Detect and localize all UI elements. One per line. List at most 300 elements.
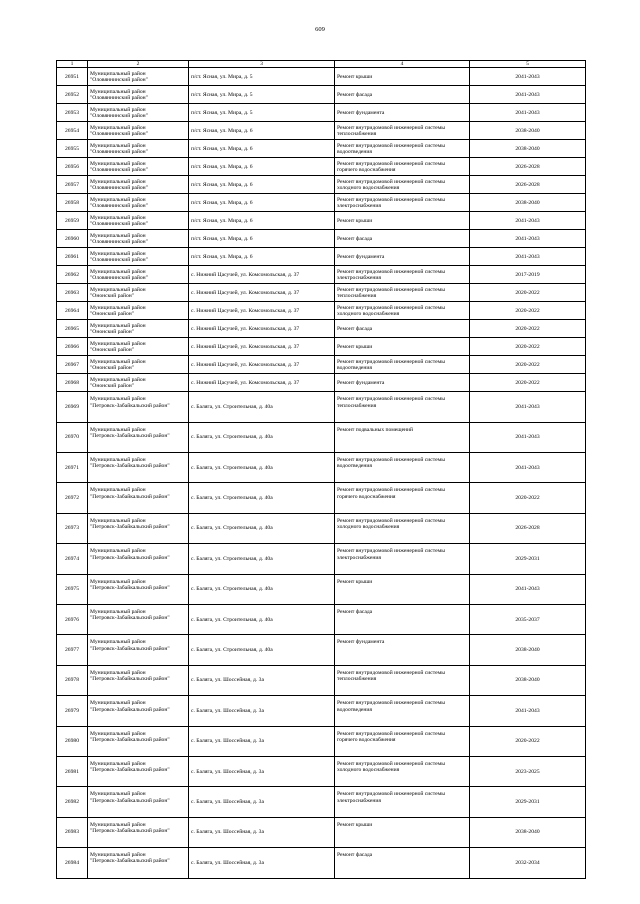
period-cell [470,320,586,338]
municipality-cell [88,302,189,320]
table-row [57,817,586,847]
cell-text: 2038-2040 [515,199,540,206]
column-header: 2 [88,61,189,68]
cell-text: Ремонт крыши [337,821,373,828]
table-row [57,320,586,338]
municipality-cell [88,605,189,635]
cell-text: Муниципальный район "Петровск-Забайкальский район" [90,669,170,683]
cell-text: с. Нижний Цасучей, ул. Комсомольская, д. 37 [191,307,300,314]
address-cell [189,266,335,284]
cell-text: с. Нижний Цасучей, ул. Комсомольская, д. 37 [191,361,300,368]
column-header: 5 [470,61,586,68]
row-number-cell [57,483,88,513]
cell-text: Муниципальный район "Оловяннинский район" [90,250,148,263]
table-row [57,248,586,266]
cell-text: Ремонт фундамента [337,253,385,260]
row-number-cell [57,513,88,543]
period-cell [470,356,586,374]
cell-text: с. Баляга, ул. Строительная, д. 40а [191,525,273,532]
work-type-cell [335,104,470,122]
cell-text: Ремонт подвальных помещений [337,426,414,433]
municipality-cell [88,817,189,847]
period-cell [470,176,586,194]
row-number-cell [57,140,88,158]
period-cell [470,483,586,513]
cell-text: Ремонт внутридомовой инженерной системы водоотведения [337,700,445,713]
work-type-cell [335,194,470,212]
row-number-cell [57,68,88,86]
period-cell [470,544,586,574]
period-cell [470,158,586,176]
address-cell [189,544,335,574]
row-number-cell [57,605,88,635]
table-row [57,104,586,122]
row-number-cell [57,422,88,452]
cell-text: 26957 [65,181,79,188]
cell-text: 2038-2040 [515,677,540,684]
period-cell [470,194,586,212]
cell-text: 26954 [65,127,79,134]
cell-text: с. Баляга, ул. Шоссейная, д. 3а [191,768,264,775]
work-type-cell [335,338,470,356]
cell-text: Ремонт фундамента [337,109,385,116]
cell-text: п/ст. Ясная, ул. Мира, д. 6 [191,253,253,260]
address-cell [189,635,335,665]
cell-text: Ремонт фундамента [337,379,385,386]
cell-text: 26982 [65,798,79,805]
address-cell [189,248,335,266]
cell-text: 2020-2022 [515,738,540,745]
cell-text: Ремонт внутридомовой инженерной системы водоотведения [337,358,445,371]
period-cell [470,574,586,604]
cell-text: с. Нижний Цасучей, ул. Комсомольская, д. 37 [191,271,300,278]
period-cell [470,605,586,635]
cell-text: 26973 [65,525,79,532]
period-cell [470,696,586,726]
cell-text: Муниципальный район "Оловяннинский район" [90,88,148,101]
row-number-cell [57,158,88,176]
period-cell [470,302,586,320]
period-cell [470,140,586,158]
period-cell [470,212,586,230]
cell-text: Ремонт фасада [337,91,373,98]
address-cell [189,422,335,452]
cell-text: Ремонт внутридомовой инженерной системы холодного водоснабжения [337,517,445,531]
row-number-cell [57,665,88,695]
address-cell [189,176,335,194]
cell-text: Муниципальный район "Оловяннинский район" [90,214,148,227]
work-type-cell [335,122,470,140]
cell-text: Муниципальный район "Ононский район" [90,340,146,353]
row-number-cell [57,756,88,786]
cell-text: Муниципальный район "Петровск-Забайкальский район" [90,396,170,409]
work-type-cell [335,140,470,158]
row-number-cell [57,212,88,230]
address-cell [189,68,335,86]
row-number-cell [57,787,88,817]
period-cell [470,266,586,284]
cell-text: 26966 [65,343,79,350]
cell-text: Ремонт крыши [337,578,373,585]
cell-text: Муниципальный район "Петровск-Забайкальский район" [90,578,170,591]
cell-text: Ремонт внутридомовой инженерной системы горячего водоснабжения [337,730,445,743]
cell-text: Ремонт внутридомовой инженерной системы горячего водоснабжения [337,487,445,500]
table-row [57,158,586,176]
cell-text: 26976 [65,616,79,623]
cell-text: 2029-2031 [515,798,540,805]
row-number-cell [57,284,88,302]
cell-text: Муниципальный район "Оловяннинский район" [90,268,148,281]
work-type-cell [335,756,470,786]
cell-text: 2026-2028 [515,181,540,188]
table-row [57,392,586,422]
cell-text: Муниципальный район "Петровск-Забайкальский район" [90,791,170,804]
municipality-cell [88,122,189,140]
work-type-cell [335,212,470,230]
work-type-cell [335,848,470,878]
cell-text: Ремонт внутридомовой инженерной системы водоотведения [337,457,445,470]
column-header: 1 [57,61,88,68]
cell-text: 26963 [65,289,79,296]
cell-text: с. Баляга, ул. Строительная, д. 40а [191,495,273,502]
municipality-cell [88,338,189,356]
row-number-cell [57,230,88,248]
cell-text: с. Баляга, ул. Строительная, д. 40а [191,464,273,471]
cell-text: 26958 [65,199,79,206]
cell-text: 26979 [65,707,79,714]
cell-text: с. Баляга, ул. Шоссейная, д. 3а [191,677,264,684]
cell-text: с. Баляга, ул. Строительная, д. 40а [191,646,273,653]
cell-text: п/ст. Ясная, ул. Мира, д. 6 [191,145,253,152]
cell-text: 2020-2022 [515,307,540,314]
cell-text: 2020-2022 [515,379,540,386]
cell-text: с. Баляга, ул. Строительная, д. 40а [191,586,273,593]
municipality-cell [88,574,189,604]
cell-text: 26951 [65,73,79,80]
cell-text: 2038-2040 [515,829,540,836]
work-type-cell [335,513,470,543]
cell-text: Ремонт внутридомовой инженерной системы водоотведения [337,142,445,155]
cell-text: 26967 [65,361,79,368]
row-number-cell [57,302,88,320]
cell-text: Ремонт внутридомовой инженерной системы теплоснабжения [337,669,445,683]
cell-text: с. Баляга, ул. Шоссейная, д. 3а [191,859,264,866]
period-cell [470,453,586,483]
cell-text: с. Баляга, ул. Шоссейная, д. 3а [191,829,264,836]
cell-text: Муниципальный район "Оловяннинский район" [90,160,148,173]
municipality-cell [88,176,189,194]
cell-text: 2026-2028 [515,525,540,532]
municipality-cell [88,266,189,284]
table-row [57,787,586,817]
cell-text: Ремонт внутридомовой инженерной системы теплоснабжения [337,286,445,299]
cell-text: 26959 [65,217,79,224]
address-cell [189,338,335,356]
work-type-cell [335,302,470,320]
row-number-cell [57,248,88,266]
cell-text: 26980 [65,738,79,745]
cell-text: 26960 [65,235,79,242]
column-header: 4 [335,61,470,68]
row-number-cell [57,338,88,356]
cell-text: с. Баляга, ул. Шоссейная, д. 3а [191,738,264,745]
address-cell [189,140,335,158]
cell-text: с. Баляга, ул. Строительная, д. 40а [191,403,273,410]
cell-text: 2020-2022 [515,361,540,368]
row-number-cell [57,696,88,726]
table-body [57,68,586,878]
table-row [57,86,586,104]
municipality-cell [88,665,189,695]
cell-text: Ремонт крыши [337,73,373,80]
cell-text: Ремонт фундамента [337,639,385,646]
work-type-cell [335,787,470,817]
municipality-cell [88,453,189,483]
municipality-cell [88,212,189,230]
address-cell [189,513,335,543]
cell-text: Ремонт крыши [337,343,373,350]
period-cell [470,787,586,817]
address-cell [189,756,335,786]
period-cell [470,392,586,422]
cell-text: п/ст. Ясная, ул. Мира, д. 6 [191,163,253,170]
municipality-cell [88,848,189,878]
cell-text: 2017-2019 [515,271,540,278]
cell-text: 2032-2034 [515,859,540,866]
period-cell [470,817,586,847]
work-type-cell [335,544,470,574]
row-number-cell [57,392,88,422]
row-number-cell [57,544,88,574]
period-cell [470,68,586,86]
municipality-cell [88,68,189,86]
table-header-row [57,61,586,68]
work-type-cell [335,86,470,104]
work-type-cell [335,422,470,452]
period-cell [470,374,586,392]
cell-text: с. Нижний Цасучей, ул. Комсомольская, д. 37 [191,325,300,332]
cell-text: Муниципальный район "Петровск-Забайкальский район" [90,517,170,531]
work-type-cell [335,320,470,338]
work-type-cell [335,635,470,665]
work-type-cell [335,665,470,695]
cell-text: 26965 [65,325,79,332]
address-cell [189,86,335,104]
period-cell [470,104,586,122]
cell-text: Муниципальный район "Петровск-Забайкальский район" [90,609,170,622]
cell-text: 26974 [65,555,79,562]
row-number-cell [57,817,88,847]
cell-text: 26983 [65,829,79,836]
row-number-cell [57,453,88,483]
cell-text: 26977 [65,646,79,653]
municipality-cell [88,726,189,756]
cell-text: 26984 [65,859,79,866]
cell-text: Ремонт фасада [337,325,373,332]
address-cell [189,212,335,230]
page-number: 609 [315,26,325,33]
cell-text: Ремонт внутридомовой инженерной системы горячего водоснабжения [337,160,445,173]
cell-text: 2035-2037 [515,616,540,623]
work-type-cell [335,158,470,176]
cell-text: 26952 [65,91,79,98]
municipality-cell [88,158,189,176]
cell-text: 26968 [65,379,79,386]
cell-text: Муниципальный район "Петровск-Забайкальский район" [90,852,170,865]
municipality-cell [88,320,189,338]
row-number-cell [57,726,88,756]
work-type-cell [335,696,470,726]
cell-text: Муниципальный район "Петровск-Забайкальский район" [90,760,170,774]
period-cell [470,665,586,695]
table-row [57,453,586,483]
period-cell [470,284,586,302]
cell-text: 26961 [65,253,79,260]
municipality-cell [88,140,189,158]
work-type-cell [335,68,470,86]
work-type-cell [335,726,470,756]
cell-text: 2020-2022 [515,343,540,350]
municipality-cell [88,356,189,374]
address-cell [189,356,335,374]
cell-text: 2023-2025 [515,768,540,775]
cell-text: 26978 [65,677,79,684]
table-row [57,140,586,158]
address-cell [189,392,335,422]
repair-schedule-table [56,60,586,879]
cell-text: п/ст. Ясная, ул. Мира, д. 6 [191,235,253,242]
cell-text: Ремонт внутридомовой инженерной системы холодного водоснабжения [337,178,445,191]
table-row [57,696,586,726]
cell-text: п/ст. Ясная, ул. Мира, д. 6 [191,127,253,134]
table-row [57,212,586,230]
municipality-cell [88,392,189,422]
table-row [57,302,586,320]
address-cell [189,848,335,878]
address-cell [189,787,335,817]
cell-text: с. Баляга, ул. Шоссейная, д. 3а [191,707,264,714]
table-row [57,374,586,392]
cell-text: с. Баляга, ул. Строительная, д. 40а [191,434,273,441]
table-row [57,513,586,543]
municipality-cell [88,635,189,665]
address-cell [189,483,335,513]
cell-text: 26969 [65,403,79,410]
period-cell [470,248,586,266]
work-type-cell [335,392,470,422]
cell-text: Муниципальный район "Оловяннинский район" [90,178,148,191]
period-cell [470,848,586,878]
cell-text: Муниципальный район "Петровск-Забайкальский район" [90,426,170,439]
table-row [57,266,586,284]
row-number-cell [57,122,88,140]
table-row [57,605,586,635]
address-cell [189,453,335,483]
row-number-cell [57,574,88,604]
cell-text: 26981 [65,768,79,775]
work-type-cell [335,374,470,392]
cell-text: 26970 [65,434,79,441]
table-row [57,194,586,212]
cell-text: 2041-2043 [515,91,540,98]
cell-text: п/ст. Ясная, ул. Мира, д. 6 [191,181,253,188]
table-row [57,230,586,248]
address-cell [189,158,335,176]
municipality-cell [88,544,189,574]
row-number-cell [57,848,88,878]
address-cell [189,302,335,320]
column-header: 3 [189,61,335,68]
row-number-cell [57,176,88,194]
cell-text: 2041-2043 [515,253,540,260]
cell-text: п/ст. Ясная, ул. Мира, д. 5 [191,91,253,98]
period-cell [470,756,586,786]
cell-text: 2038-2040 [515,127,540,134]
cell-text: 2041-2043 [515,235,540,242]
cell-text: Ремонт внутридомовой инженерной системы электроснабжения [337,791,445,804]
cell-text: Муниципальный район "Оловяннинский район" [90,196,148,209]
table-row [57,544,586,574]
cell-text: Ремонт фасада [337,852,373,859]
table-row [57,338,586,356]
address-cell [189,605,335,635]
municipality-cell [88,230,189,248]
address-cell [189,574,335,604]
table-row [57,726,586,756]
row-number-cell [57,86,88,104]
table-row [57,68,586,86]
cell-text: п/ст. Ясная, ул. Мира, д. 5 [191,73,253,80]
municipality-cell [88,422,189,452]
cell-text: Муниципальный район "Петровск-Забайкальский район" [90,457,170,470]
table-row [57,422,586,452]
cell-text: п/ст. Ясная, ул. Мира, д. 6 [191,199,253,206]
cell-text: Ремонт фасада [337,235,373,242]
cell-text: Муниципальный район "Петровск-Забайкальский район" [90,821,170,835]
cell-text: с. Нижний Цасучей, ул. Комсомольская, д. 37 [191,379,300,386]
address-cell [189,194,335,212]
table-row [57,635,586,665]
cell-text: 2041-2043 [515,434,540,441]
address-cell [189,122,335,140]
table-row [57,848,586,878]
address-cell [189,320,335,338]
address-cell [189,817,335,847]
cell-text: Ремонт внутридомовой инженерной системы электроснабжения [337,268,445,281]
table-row [57,574,586,604]
cell-text: п/ст. Ясная, ул. Мира, д. 5 [191,109,253,116]
work-type-cell [335,266,470,284]
work-type-cell [335,176,470,194]
cell-text: 2020-2022 [515,289,540,296]
cell-text: Муниципальный район "Оловяннинский район" [90,142,148,155]
cell-text: Ремонт фасада [337,609,373,616]
cell-text: 2041-2043 [515,217,540,224]
period-cell [470,422,586,452]
cell-text: Ремонт внутридомовой инженерной системы теплоснабжения [337,124,445,137]
cell-text: 26956 [65,163,79,170]
cell-text: Муниципальный район "Петровск-Забайкальский район" [90,730,170,743]
cell-text: Муниципальный район "Оловяннинский район" [90,232,148,245]
work-type-cell [335,248,470,266]
cell-text: Муниципальный район "Петровск-Забайкальский район" [90,639,170,652]
work-type-cell [335,817,470,847]
period-cell [470,513,586,543]
work-type-cell [335,574,470,604]
municipality-cell [88,756,189,786]
municipality-cell [88,787,189,817]
cell-text: 2020-2022 [515,325,540,332]
